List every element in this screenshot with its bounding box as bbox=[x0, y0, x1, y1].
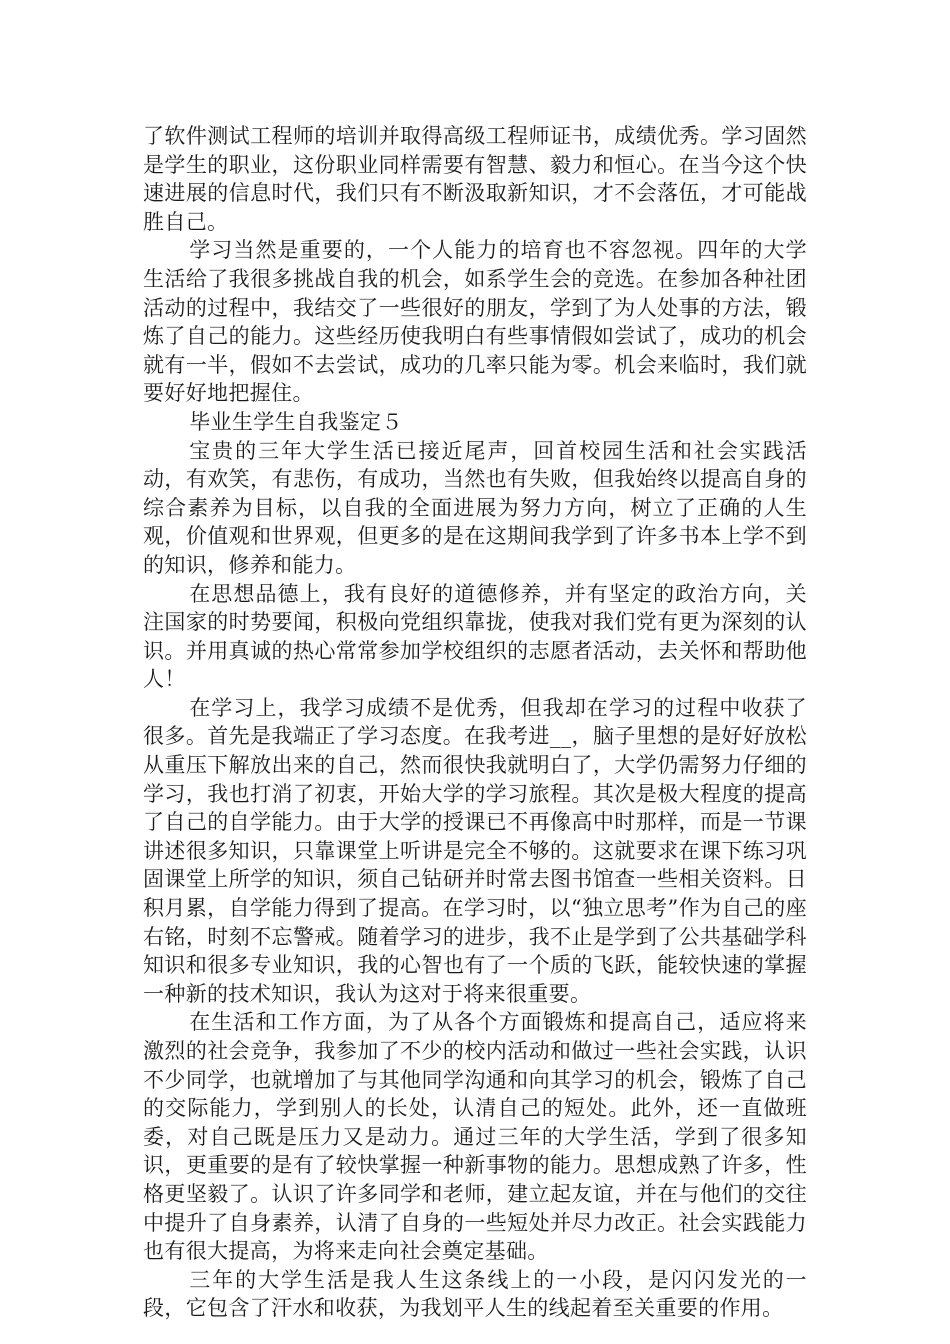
paragraph-ability-development: 学习当然是重要的，一个人能力的培育也不容忽视。四年的大学生活给了我很多挑战自我的机会，如系学生会的竞选。在参加各种社团活动的过程中，我结交了一些很好的朋友，学到了为人处事的方法，锻炼了自己的能力。这些经历使我明白有些事情假如尝试了，成功的机会就有一半，假如不去尝试，成功的几率只能为零。机会来临时，我们就要好好地把握住。 bbox=[143, 238, 807, 406]
paragraph-introduction: 宝贵的三年大学生活已接近尾声，回首校园生活和社会实践活动，有欢笑，有悲伤，有成功，当然也有失败，但我始终以提高自身的综合素养为目标，以自我的全面进展为努力方向，树立了正确的人生观，价值观和世界观，但更多的是在这期间我学到了许多书本上学不到的知识，修养和能力。 bbox=[143, 438, 807, 577]
paragraph-continuation: 了软件测试工程师的培训并取得高级工程师证书，成绩优秀。学习固然是学生的职业，这份职业同样需要有智慧、毅力和恒心。在当今这个快速进展的信息时代，我们只有不断汲取新知识，才不会落伍，才可能战胜自己。 bbox=[143, 124, 807, 234]
paragraph-life-and-work: 在生活和工作方面，为了从各个方面锻炼和提高自己，适应将来激烈的社会竞争，我参加了不少的校内活动和做过一些社会实践，认识不少同学，也就增加了与其他同学沟通和向其学习的机会，锻炼了自己的交际能力，学到别人的长处，认清自己的短处。此外，还一直做班委，对自己既是压力又是动力。通过三年的大学生活，学到了很多知识，更重要的是有了较快掌握一种新事物的能力。思想成熟了许多，性格更坚毅了。认识了许多同学和老师，建立起友谊，并在与他们的交往中提升了自身素养，认清了自身的一些短处并尽力改正。社会实践能力也有很大提高，为将来走向社会奠定基础。 bbox=[143, 1010, 807, 1264]
paragraph-conclusion: 三年的大学生活是我人生这条线上的一小段，是闪闪发光的一段，它包含了汗水和收获，为我划平人生的线起着至关重要的作用。 bbox=[143, 1267, 807, 1321]
paragraph-study: 在学习上，我学习成绩不是优秀，但我却在学习的过程中收获了很多。首先是我端正了学习态度。在我考进__，脑子里想的是好好放松从重压下解放出来的自己，然而很快我就明白了，大学仍需努力仔细的学习，我也打消了初衷，开始大学的学习旅程。其次是极大程度的提高了自己的自学能力。由于大学的授课已不再像高中时那样，而是一节课讲述很多知识，只靠课堂上听讲是完全不够的。这就要求在课下练习巩固课堂上所学的知识，须自己钻研并时常去图书馆查一些相关资料。日积月累，自学能力得到了提高。在学习时，以“独立思考”作为自己的座右铭，时刻不忘警戒。随着学习的进步，我不止是学到了公共基础学科知识和很多专业知识，我的心智也有了一个质的飞跃，能较快速的掌握一种新的技术知识，我认为这对于将来很重要。 bbox=[143, 695, 807, 1006]
paragraph-moral-character: 在思想品德上，我有良好的道德修养，并有坚定的政治方向，关注国家的时势要闻，积极向党组织靠拢，使我对我们党有更为深刻的认识。并用真诚的热心常常参加学校组织的志愿者活动，去关怀和帮助他人！ bbox=[143, 581, 807, 692]
document-body bbox=[143, 122, 807, 1323]
section-heading: 毕业生学生自我鉴定５ bbox=[189, 409, 403, 434]
